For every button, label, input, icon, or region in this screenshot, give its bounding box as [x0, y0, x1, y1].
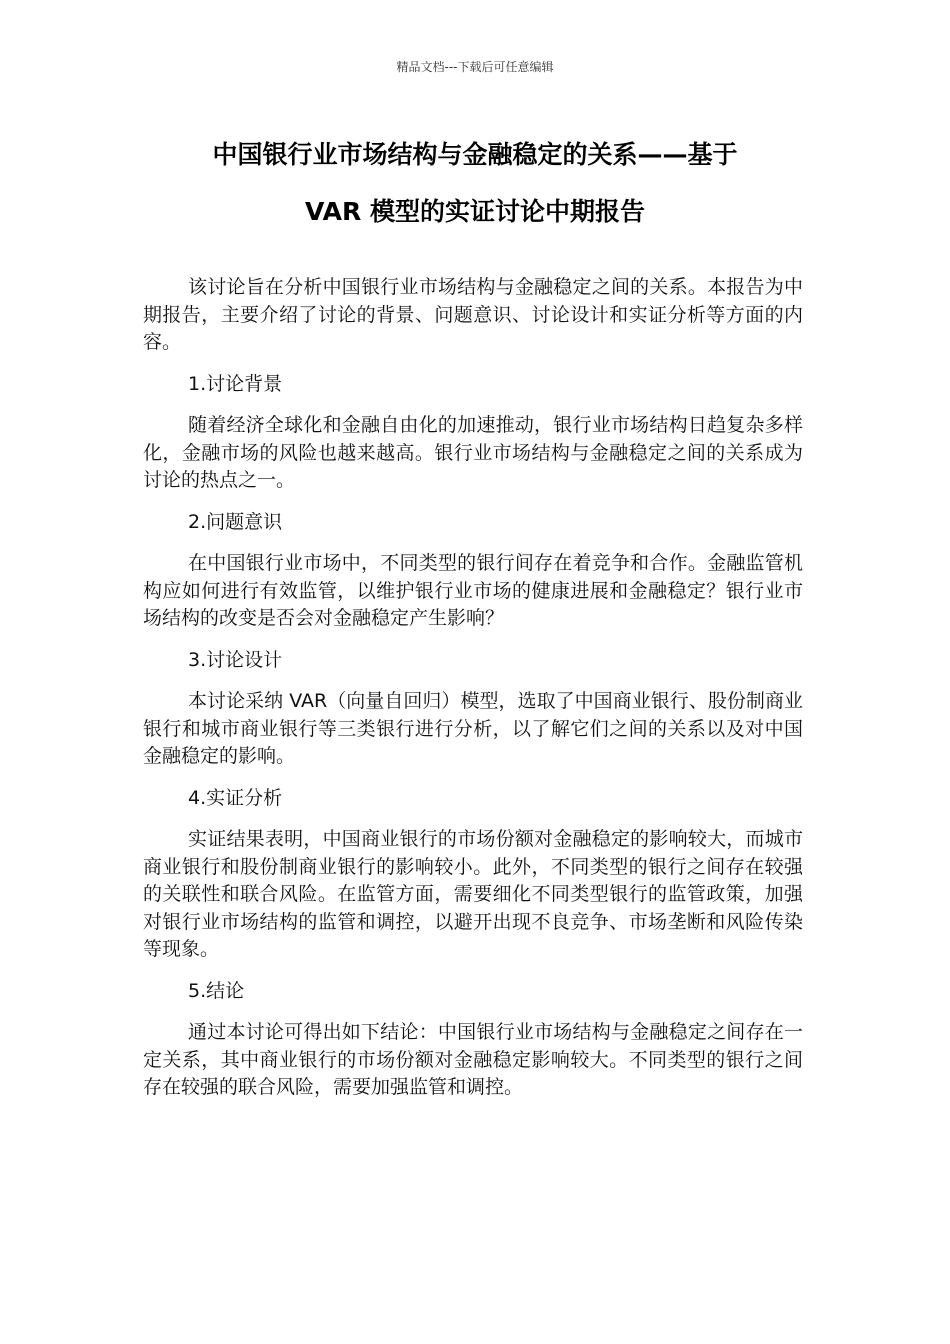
section-body-conclusion: 通过本讨论可得出如下结论：中国银行业市场结构与金融稳定之间存在一定关系，其中商业银行的市场份额对金融稳定影响较大。不同类型的银行之间存在较强的联合风险，需要加强监管和调控。 [143, 1021, 803, 1098]
section-body-design: 本讨论采纳 VAR（向量自回归）模型，选取了中国商业银行、股份制商业银行和城市商业银行等三类银行进行分析，以了解它们之间的关系以及对中国金融稳定的影响。 [143, 690, 803, 767]
intro-paragraph: 该讨论旨在分析中国银行业市场结构与金融稳定之间的关系。本报告为中期报告，主要介绍了讨论的背景、问题意识、讨论设计和实证分析等方面的内容。 [143, 276, 803, 353]
section-body-background: 随着经济全球化和金融自由化的加速推动，银行业市场结构日趋复杂多样化，金融市场的风险也越来越高。银行业市场结构与金融稳定之间的关系成为讨论的热点之一。 [143, 414, 803, 491]
section-body-analysis: 实证结果表明，中国商业银行的市场份额对金融稳定的影响较大，而城市商业银行和股份制商业银行的影响较小。此外，不同类型的银行之间存在较强的关联性和联合风险。在监管方面，需要细化不同类型银行的监管政策，加强对银行业市场结构的监管和调控，以避开出现不良竞争、市场垄断和风险传染等现象。 [143, 828, 803, 960]
section-heading-problem: 2.问题意识 [188, 510, 283, 533]
section-heading-conclusion: 5.结论 [188, 979, 245, 1002]
section-heading-design: 3.讨论设计 [188, 648, 283, 671]
document-body [143, 274, 803, 1116]
document-title-line-2: VAR 模型的实证讨论中期报告 [305, 197, 645, 226]
header-note: 精品文档---下载后可任意编辑 [396, 60, 554, 74]
document-title-line-1: 中国银行业市场结构与金融稳定的关系——基于 [212, 140, 738, 169]
section-body-problem: 在中国银行业市场中，不同类型的银行间存在着竞争和合作。金融监管机构应如何进行有效监管，以维护银行业市场的健康进展和金融稳定？银行业市场结构的改变是否会对金融稳定产生影响？ [143, 552, 803, 629]
section-heading-background: 1.讨论背景 [188, 372, 283, 395]
section-heading-analysis: 4.实证分析 [188, 786, 283, 809]
